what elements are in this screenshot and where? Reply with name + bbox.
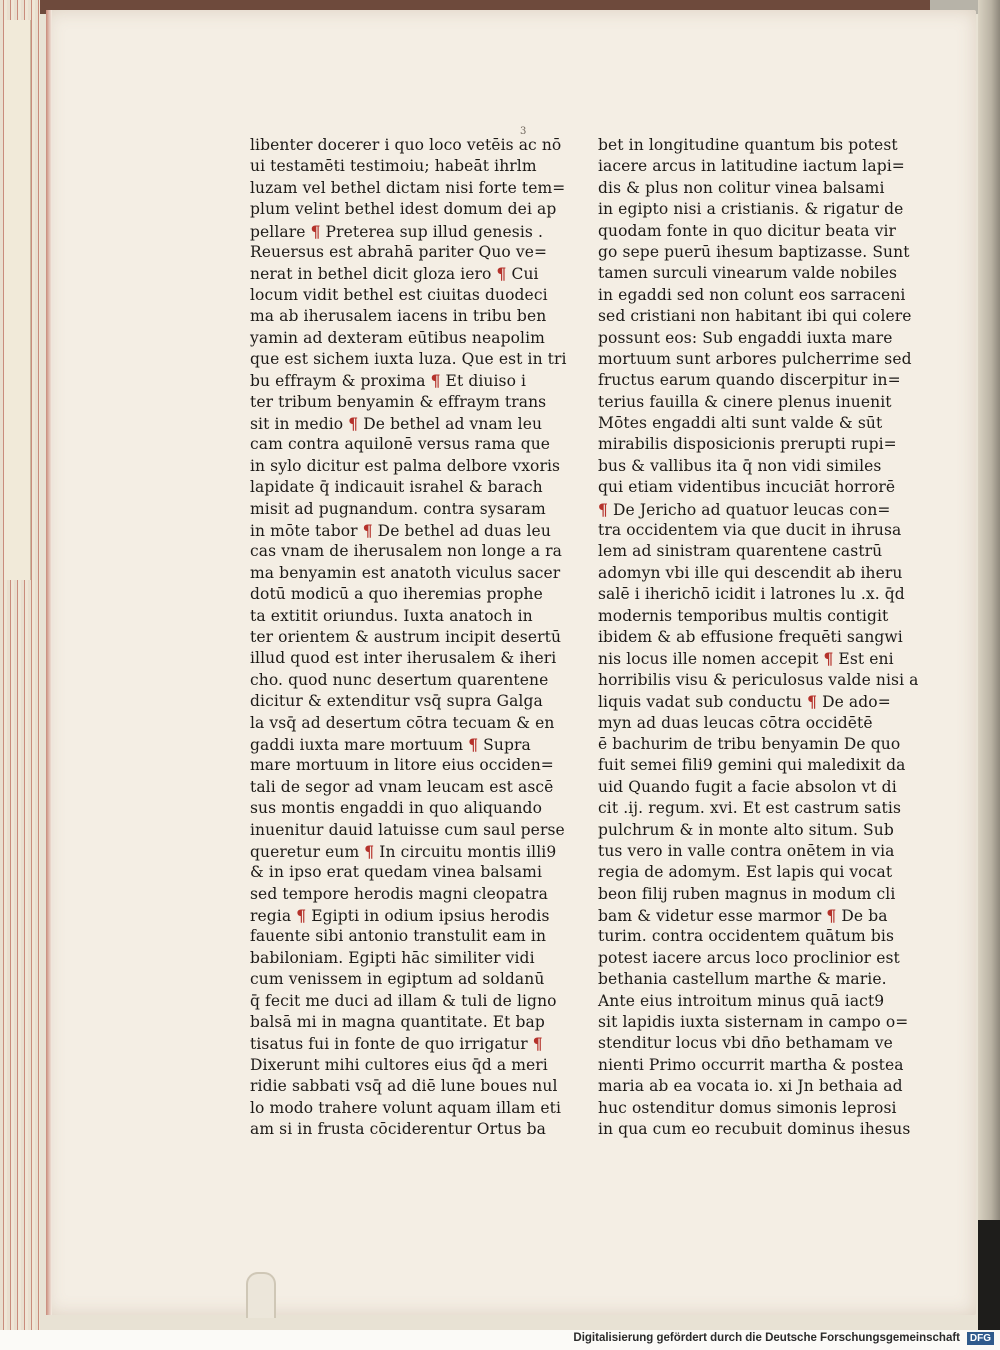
text-line: sed tempore herodis magni cleopatra	[250, 884, 548, 903]
text-line: bet in longitudine quantum bis potest	[598, 136, 898, 154]
text-line: tali de segor ad vnam leucam est ascē	[250, 777, 554, 796]
text-line: liquis vadat sub conductu ¶ De ado=	[598, 692, 891, 712]
text-line: fuit semei fili9 gemini qui maledixit da	[598, 756, 906, 775]
text-line: ter tribum benyamin & effraym trans	[250, 392, 547, 411]
right-dark-corner	[978, 1220, 1000, 1330]
text-line: mare mortuum in litore eius occiden=	[250, 756, 554, 775]
text-line: bus & vallibus ita q̄ non vidi similes	[598, 456, 882, 475]
text-line: ridie sabbati vsq̄ ad diē lune boues nul	[250, 1077, 558, 1096]
text-line: qui etiam videntibus incuciāt horrorē	[598, 478, 896, 497]
text-line: ter orientem & austrum incipit desertū	[250, 627, 562, 646]
text-line: turim. contra occidentem quātum bis	[598, 927, 895, 946]
rubric-mark: ¶	[362, 521, 373, 541]
text-line: Ante eius introitum minus quā iact9	[598, 991, 885, 1010]
page-mark: 3	[520, 126, 527, 137]
text-line: la vsq̄ ad desertum cōtra tecuam & en	[250, 713, 555, 732]
text-line: sit in medio ¶ De bethel ad vnam leu	[250, 414, 543, 434]
text-line: sit lapidis iuxta sisternam in campo o=	[598, 1013, 909, 1032]
rubric-mark: ¶	[430, 371, 441, 391]
text-line: ma benyamin est anatoth viculus sacer	[250, 563, 561, 582]
text-line: ma ab iherusalem iacens in tribu ben	[250, 307, 547, 326]
text-line: uid Quando fugit a facie absolon vt di	[598, 777, 897, 796]
text-line: bu effraym & proxima ¶ Et diuiso i	[250, 371, 527, 391]
rubric-mark: ¶	[364, 841, 375, 861]
text-line: regia ¶ Egipti in odium ipsius herodis	[250, 906, 550, 926]
text-line: queretur eum ¶ In circuitu montis illi9	[250, 841, 557, 861]
text-line: fructus earum quando discerpitur in=	[598, 371, 901, 390]
right-book-edge	[978, 0, 1000, 1330]
text-column-right	[598, 135, 919, 1140]
text-line: dicitur & extenditur vsq̄ supra Galga	[250, 692, 543, 711]
text-line: horribilis visu & periculosus valde nisi a	[598, 670, 919, 689]
text-line: in sylo dicitur est palma delbore vxoris	[250, 456, 561, 475]
text-line: inuenitur dauid latuisse cum saul perse	[250, 820, 565, 839]
text-line: lo modo trahere volunt aquam illam eti	[250, 1098, 562, 1117]
text-line: cit .ij. regum. xvi. Et est castrum satis	[598, 799, 901, 818]
rubric-mark: ¶	[826, 906, 837, 926]
footer-credit: Digitalisierung gefördert durch die Deutsche Forschungsgemeinschaft	[573, 1332, 960, 1344]
text-line: adomyn vbi ille qui descendit ab iheru	[598, 563, 903, 582]
text-line: stenditur locus vbi dn̄o bethamam ve	[598, 1034, 893, 1053]
text-line: & in ipso erat quedam vinea balsami	[250, 863, 543, 882]
text-line: huc ostenditur domus simonis leprosi	[598, 1098, 897, 1117]
text-line: libenter docerer i quo loco vetēis ac nō	[250, 136, 562, 154]
text-line: pellare ¶ Preterea sup illud genesis .	[250, 221, 543, 241]
text-line: locum vidit bethel est ciuitas duodeci	[250, 285, 548, 304]
rubric-mark: ¶	[496, 264, 507, 284]
text-line: salē i iherichō icidit i latrones lu .x. q̄d	[598, 585, 905, 604]
text-line: tra occidentem via que ducit in ihrusa	[598, 521, 902, 540]
rubric-mark: ¶	[532, 1034, 543, 1054]
text-line: beon filij ruben magnus in modum cli	[598, 884, 896, 903]
text-line: in qua cum eo recubuit dominus ihesus	[598, 1119, 911, 1138]
text-line: Dixerunt mihi cultores eius q̄d a meri	[250, 1055, 548, 1074]
text-line: tus vero in valle contra onētem in via	[598, 841, 895, 860]
text-line: in mōte tabor ¶ De bethel ad duas leu	[250, 521, 551, 541]
text-line: ¶ De Jericho ad quatuor leucas con=	[598, 499, 891, 519]
text-line: que est sichem iuxta luza. Que est in tri	[250, 349, 567, 368]
text-line: nerat in bethel dicit gloza iero ¶ Cui	[250, 264, 539, 284]
text-line: dotū modicū a quo iheremias prophe	[250, 585, 543, 604]
text-line: yamin ad dexteram eūtibus neapolim	[250, 328, 545, 347]
text-line: modernis temporibus multis contigit	[598, 606, 889, 625]
text-line: sus montis engaddi in quo aliquando	[250, 799, 543, 818]
text-line: cho. quod nunc desertum quarentene	[250, 670, 549, 689]
text-line: myn ad duas leucas cōtra occidētē	[598, 713, 873, 732]
text-line: go sepe puerū ihesum baptizasse. Sunt	[598, 242, 910, 261]
text-line: ē bachurim de tribu benyamin De quo	[598, 734, 901, 753]
text-line: in egaddi sed non colunt eos sarraceni	[598, 285, 906, 304]
text-column-left	[250, 135, 567, 1140]
text-line: lapidate q̄ indicauit israhel & barach	[250, 478, 543, 497]
text-line: cas vnam de iherusalem non longe a ra	[250, 542, 562, 561]
text-line: illud quod est inter iherusalem & iheri	[250, 649, 557, 668]
text-line: cam contra aquilonē versus rama que	[250, 435, 551, 454]
text-line: quodam fonte in quo dicitur beata vir	[598, 221, 897, 240]
page-tab-cutout	[246, 1272, 276, 1318]
text-line: tamen surculi vinearum valde nobiles	[598, 264, 898, 283]
rubric-mark: ¶	[598, 499, 608, 519]
text-line: lem ad sinistram quarentene castrū	[598, 542, 883, 561]
rubric-mark: ¶	[468, 734, 479, 754]
left-margin-strip	[4, 20, 31, 580]
text-line: misit ad pugnandum. contra sysaram	[250, 499, 546, 518]
text-line: q̄ fecit me duci ad illam & tuli de ligno	[250, 991, 557, 1010]
text-line: mortuum sunt arbores pulcherrime sed	[598, 349, 912, 368]
text-line: babiloniam. Egipti hāc similiter vidi	[250, 948, 535, 967]
text-line: luzam vel bethel dictam nisi forte tem=	[250, 178, 566, 197]
text-line: nis locus ille nomen accepit ¶ Est eni	[598, 649, 894, 669]
rubric-mark: ¶	[310, 221, 321, 241]
text-line: in egipto nisi a cristianis. & rigatur de	[598, 200, 904, 219]
text-line: sed cristiani non habitant ibi qui colere	[598, 307, 912, 326]
text-line: am si in frusta cōciderentur Ortus ba	[250, 1119, 546, 1138]
text-line: iacere arcus in latitudine iactum lapi=	[598, 157, 905, 176]
rubric-mark: ¶	[348, 414, 359, 434]
text-line: Reuersus est abrahā pariter Quo ve=	[250, 242, 548, 261]
text-line: cum venissem in egiptum ad soldanū	[250, 970, 545, 989]
text-line: regia de adomym. Est lapis qui vocat	[598, 863, 893, 882]
text-line: nienti Primo occurrit martha & postea	[598, 1055, 904, 1074]
rubric-mark: ¶	[807, 692, 818, 712]
text-line: Mōtes engaddi alti sunt valde & sūt	[598, 414, 883, 433]
dfg-logo: DFG	[967, 1332, 994, 1345]
text-line: possunt eos: Sub engaddi iuxta mare	[598, 328, 893, 347]
text-line: ui testamēti testimoiu; habeāt ihrlm	[250, 157, 537, 176]
text-line: ibidem & ab effusione frequēti sangwi	[598, 627, 903, 646]
text-line: gaddi iuxta mare mortuum ¶ Supra	[250, 734, 531, 754]
footer-bar	[0, 1330, 1000, 1350]
text-line: tisatus fui in fonte de quo irrigatur ¶	[250, 1034, 543, 1054]
rubric-mark: ¶	[296, 906, 307, 926]
text-line: pulchrum & in monte alto situm. Sub	[598, 820, 894, 839]
text-line: bethania castellum marthe & marie.	[598, 970, 887, 989]
rubric-mark: ¶	[823, 649, 834, 669]
text-line: potest iacere arcus loco proclinior est	[598, 948, 900, 967]
text-line: dis & plus non colitur vinea balsami	[598, 178, 885, 197]
text-line: ta extitit oriundus. Iuxta anatoch in	[250, 606, 533, 625]
text-line: plum velint bethel idest domum dei ap	[250, 200, 557, 219]
text-line: terius fauilla & cinere plenus inuenit	[598, 392, 892, 411]
text-line: maria ab ea vocata io. xi Jn bethaia ad	[598, 1077, 903, 1096]
text-line: fauente sibi antonio transtulit eam in	[250, 927, 547, 946]
text-line: balsā mi in magna quantitate. Et bap	[250, 1013, 545, 1032]
text-line: mirabilis disposicionis prerupti rupi=	[598, 435, 897, 454]
text-line: bam & videtur esse marmor ¶ De ba	[598, 906, 888, 926]
